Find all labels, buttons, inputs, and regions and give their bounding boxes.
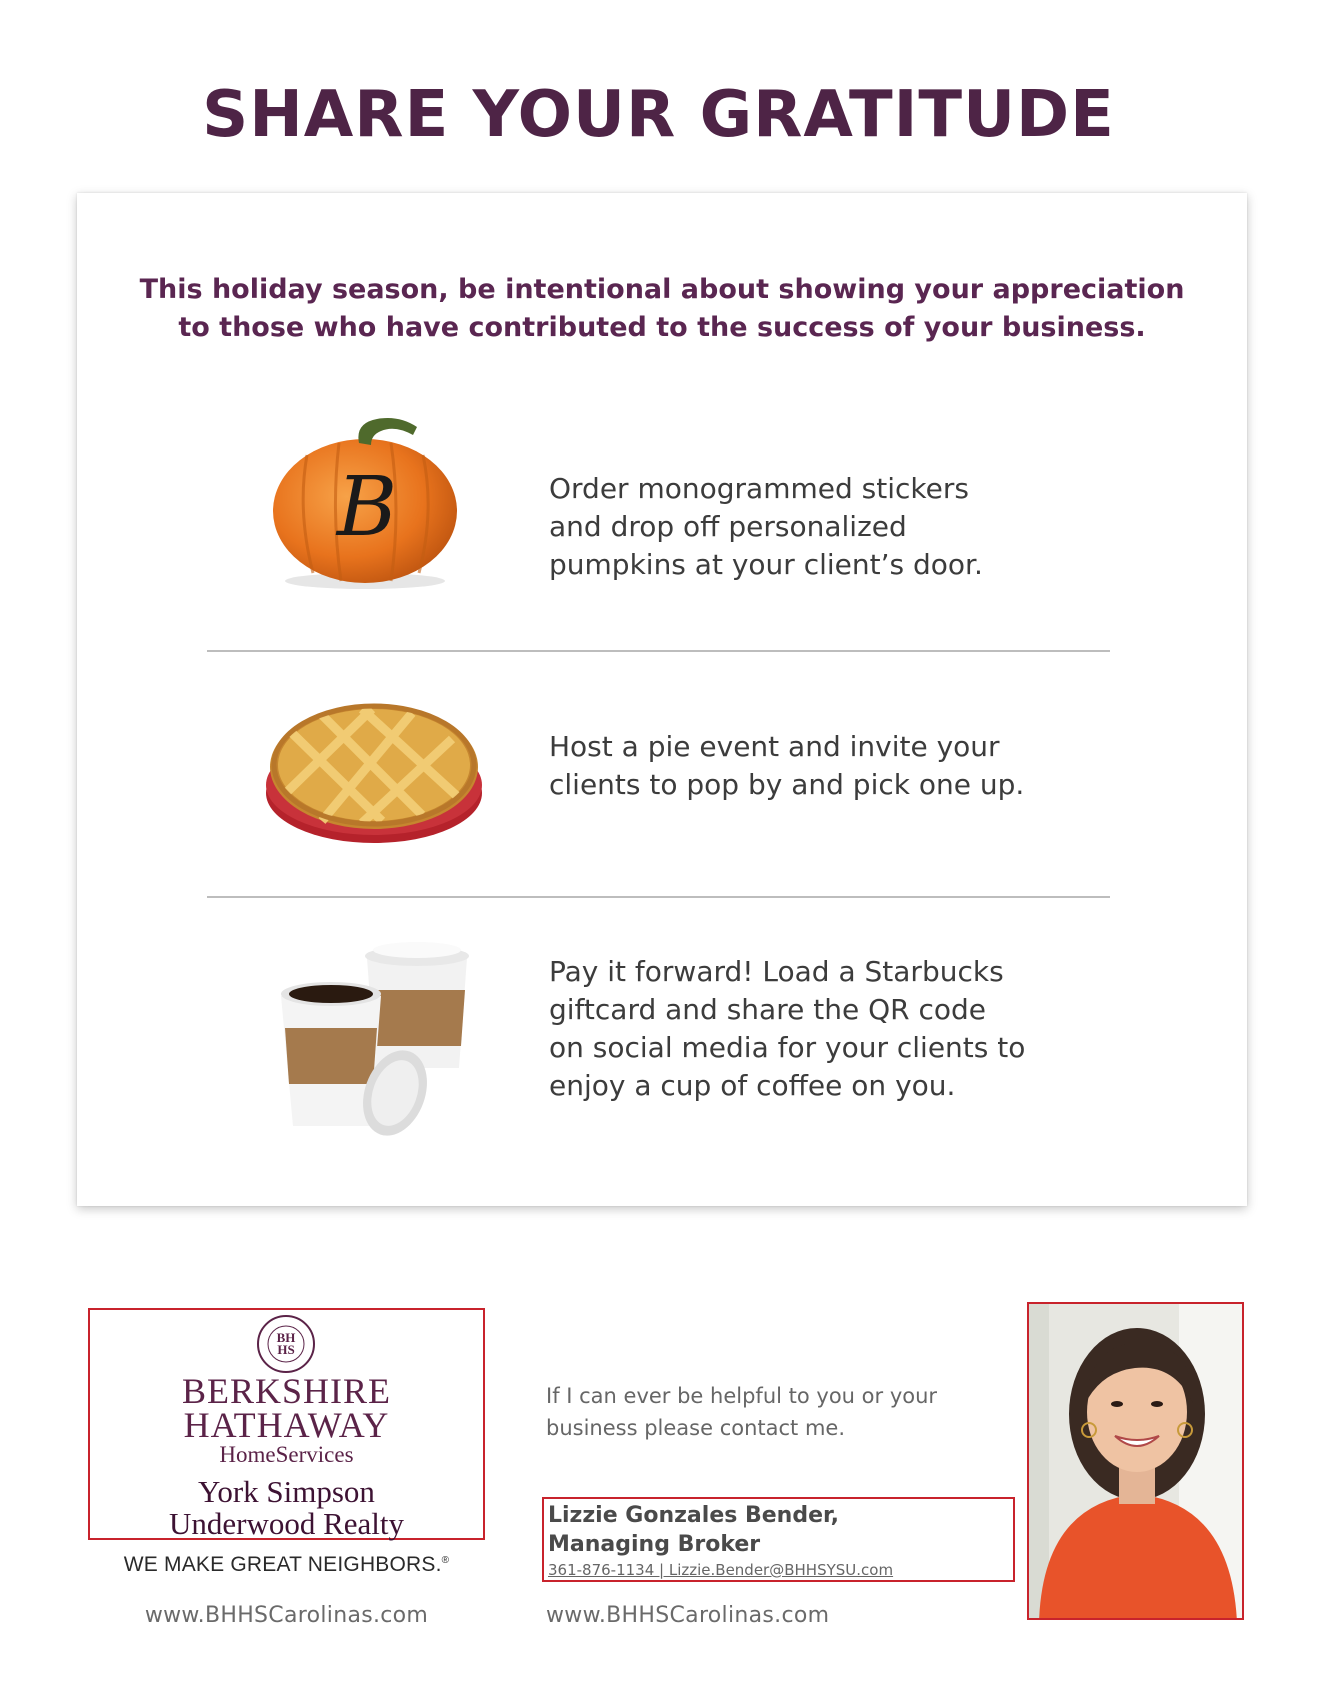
tips-card — [77, 193, 1247, 1206]
monogram-letter: B — [336, 460, 398, 555]
agent-photo — [1027, 1302, 1244, 1620]
agent-contact-block — [542, 1497, 1015, 1582]
page-title: SHARE YOUR GRATITUDE — [202, 78, 1115, 152]
divider — [207, 896, 1110, 898]
contact-prompt: If I can ever be helpful to you or your business please contact me. — [546, 1384, 938, 1440]
agent-title: Managing Broker — [548, 1532, 761, 1557]
svg-text:BH: BH — [276, 1330, 296, 1345]
intro-line-1: This holiday season, be intentional about showing your appreciation — [139, 274, 1185, 305]
pumpkin-image — [267, 413, 467, 593]
agent-name: Lizzie Gonzales Bender, — [548, 1503, 839, 1528]
intro-text — [117, 271, 1207, 347]
agent-portrait-image — [1029, 1304, 1244, 1620]
website-link-left[interactable]: www.BHHSCarolinas.com — [144, 1603, 429, 1628]
tip-text-coffee: Pay it forward! Load a Starbucks giftcard and share the QR code on social media for your clients to enjoy a cup of coffee on you. — [549, 955, 1026, 1102]
pie-image — [262, 693, 487, 853]
brokerage-logo[interactable] — [88, 1308, 485, 1540]
registered-mark: ® — [441, 1555, 450, 1566]
bhhs-seal-icon — [256, 1314, 316, 1374]
coffee-cups-image — [277, 938, 477, 1138]
brand-name-line-2: HATHAWAY — [183, 1405, 390, 1445]
office-name-line-1: York Simpson — [198, 1474, 375, 1509]
svg-text:HS: HS — [277, 1342, 295, 1357]
brand-name-line-1: BERKSHIRE — [181, 1371, 392, 1411]
website-link-right[interactable]: www.BHHSCarolinas.com — [546, 1603, 830, 1628]
tagline: WE MAKE GREAT NEIGHBORS.® — [123, 1553, 450, 1576]
tip-text-pumpkin: Order monogrammed stickers and drop off personalized pumpkins at your client’s door. — [549, 472, 983, 581]
intro-line-2: to those who have contributed to the success of your business. — [178, 312, 1146, 343]
agent-phone-email[interactable]: 361-876-1134 | Lizzie.Bender@BHHSYSU.com — [548, 1561, 894, 1579]
tip-text-pie: Host a pie event and invite your clients to pop by and pick one up. — [549, 730, 1025, 801]
office-name-line-2: Underwood Realty — [168, 1506, 405, 1541]
brand-name-line-3: HomeServices — [219, 1442, 354, 1467]
divider — [207, 650, 1110, 652]
